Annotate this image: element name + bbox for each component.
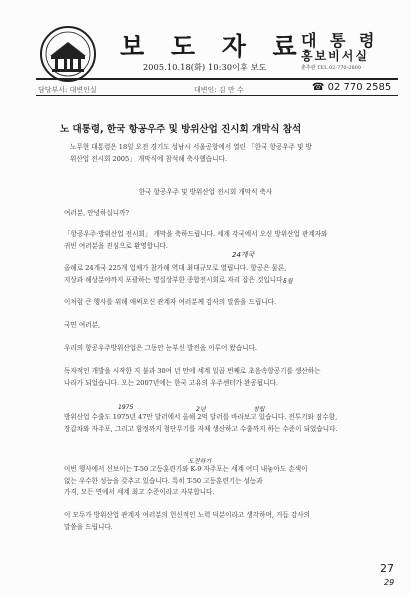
speech-paragraph <box>64 297 380 309</box>
info-divider <box>36 95 398 96</box>
speech-line: 없는 우수한 성능을 갖추고 있습니다. 특히 T-50 고등훈련기는 성능과 <box>64 476 263 485</box>
intro-line: 위산업 전시회 2005」 개막식에 참석해 축사했습니다. <box>70 154 227 163</box>
header-divider <box>36 78 398 80</box>
page-number: 27 <box>380 562 394 575</box>
speech-line: 우리의 항공우주방위산업은 그동안 눈부신 발전을 이루어 왔습니다. <box>64 344 258 352</box>
press-phone: 춘추관 TEL 02-770-2600 <box>301 65 361 71</box>
department: 담당부서: 대변인실 <box>38 86 97 94</box>
speech-paragraph <box>64 366 380 389</box>
speech-line: 이번 행사에서 선보이는 T-50 고등훈련기와 K-9 자주포는 세계 어디 내놓아도 손색이 <box>64 465 308 473</box>
speech-line: 방위산업 수출도 1975년 47만 달러에서 올해 2억 달러를 바라보고 있습니다. 전투기와 잠수함, <box>64 413 338 421</box>
spokesperson: 대변인: 김 만 수 <box>194 86 244 94</box>
handwritten-note: 1975 <box>118 404 134 411</box>
office-subtitle: 홍보비서실 <box>301 49 369 63</box>
speech-line: 이 모두가 방위산업 관계자 여러분의 헌신적인 노력 덕분이라고 생각하며, 거듭 감사의 <box>64 511 310 519</box>
handwritten-note: 24개국 <box>232 251 255 259</box>
speech-paragraph <box>64 464 380 499</box>
speech-paragraph <box>64 263 380 286</box>
speech-line: 올해로 24개국 225개 업체가 참가해 역대 최대규모로 열립니다. 항공은 물론, <box>64 264 287 272</box>
speech-line: 말씀을 드립니다. <box>64 522 113 531</box>
intro-line: 노무현 대통령은 18일 오전 경기도 성남시 서울공항에서 열린 「한국 항공우주 및 방 <box>70 143 312 151</box>
presidential-seal-icon <box>40 26 96 82</box>
speech-line: 귀빈 여러분을 진심으로 환영합니다. <box>64 241 168 250</box>
greeting: 여러분, 안녕하십니까? <box>64 209 130 217</box>
speech-line: 나라가 되었습니다. 오는 2007년에는 한국 고유의 우주센터가 완공됩니다. <box>64 378 278 387</box>
speech-line: 독자적인 개발을 시작한 지 불과 30여 년 만에 세계 일곱 번째로 초음속항공기를 생산하는 <box>64 367 321 375</box>
handwritten-page-number: 29 <box>384 578 395 587</box>
telephone: ☎ 02 770 2585 <box>312 82 392 93</box>
speech-line: 장갑차와 자주포, 그리고 함정까지 첨단무기를 자체 생산하고 수출까지 하는 수준이 되었습니다. <box>64 424 338 433</box>
handwritten-note: 도전하기 <box>188 458 212 465</box>
embargo-date: 2005.10.18(화) 10:30이후 보도 <box>143 63 267 72</box>
speech-paragraph <box>64 343 380 355</box>
speech-line: 이처럼 큰 행사를 위해 애써오신 관계자 여러분께 감사의 말씀을 드립니다. <box>64 298 277 306</box>
compatriots: 국민 여러분, <box>64 321 101 329</box>
press-release-title: 보 도 자 료 <box>120 32 306 61</box>
headline: 노 대통령, 한국 항공우주 및 방위산업 진시회 개막식 참석 <box>60 124 302 135</box>
speech-line: 「항공우주·방위산업 전시회」 개막을 축하드립니다. 세계 각국에서 오신 방위산업 관계자와 <box>64 230 328 238</box>
handwritten-note: 5월 <box>283 278 293 285</box>
handwritten-note: 2년 <box>196 406 206 413</box>
speech-paragraph <box>64 229 380 252</box>
speech-paragraph <box>64 510 380 533</box>
speech-paragraph <box>64 412 380 435</box>
intro-paragraph <box>70 142 386 165</box>
speech-title: 한국 항공우주 및 방위산업 전시회 개막식 축사 <box>138 188 273 196</box>
speech-line: 지상과 해상분야까지 포괄하는 명실상부한 종합전시회로 자리 잡은 것입니다. <box>64 275 285 284</box>
office-name: 대 통 령 <box>301 31 379 50</box>
speech-line: 가격, 모든 면에서 세계 최고 수준이라고 자부합니다. <box>64 488 215 496</box>
handwritten-note: 창립 <box>253 406 265 413</box>
